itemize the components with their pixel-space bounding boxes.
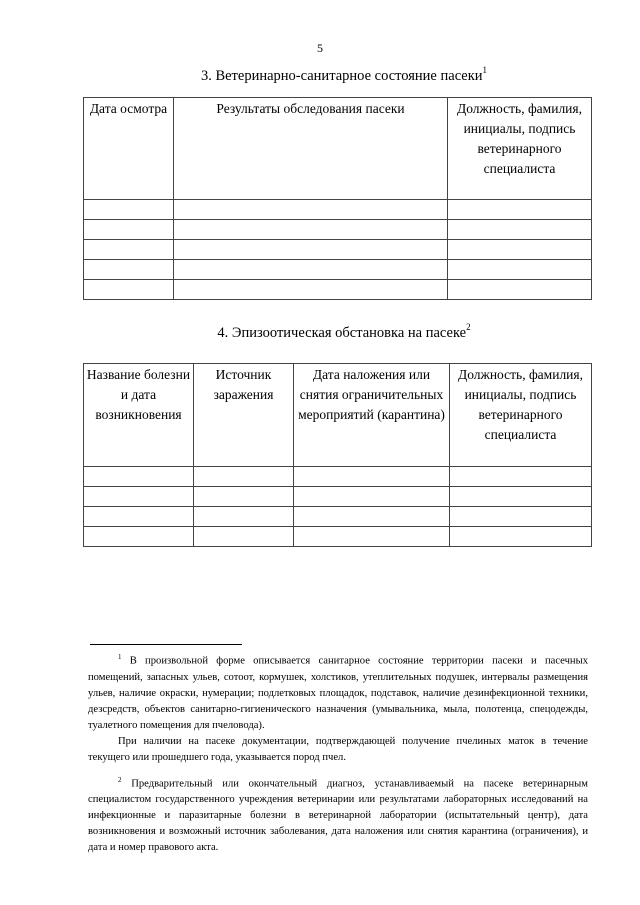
table-cell[interactable]: [84, 280, 174, 300]
table-cell[interactable]: [194, 487, 294, 507]
table-cell[interactable]: [84, 487, 194, 507]
table-cell[interactable]: [450, 507, 592, 527]
table-cell[interactable]: [84, 507, 194, 527]
footnote-divider: [90, 644, 242, 645]
table-cell[interactable]: [174, 200, 448, 220]
table-cell[interactable]: [174, 280, 448, 300]
table-cell[interactable]: [84, 220, 174, 240]
table-row: [84, 240, 592, 260]
page-number: 5: [317, 41, 323, 55]
footnote-1: [88, 649, 588, 734]
section-4-title: [24, 323, 640, 342]
table-cell[interactable]: [448, 200, 592, 220]
table-row: [84, 487, 592, 507]
section-4-title-text: 4. Эпизоотическая обстановка на пасеке: [217, 324, 467, 341]
column-header: Должность, фамилия, инициалы, подпись ветеринарного специалиста: [448, 98, 592, 200]
table-cell[interactable]: [194, 527, 294, 547]
table-cell[interactable]: [448, 220, 592, 240]
footnote-1-continuation: При наличии на пасеке документации, подтверждающей получение пчелиных маток в течение текущего или прошедшего года, указывается пород пчел.: [88, 735, 588, 763]
table-cell[interactable]: [174, 260, 448, 280]
table-cell[interactable]: [294, 467, 450, 487]
table-cell[interactable]: [450, 527, 592, 547]
footnote-1-mark: 1: [118, 653, 122, 661]
table-row: [84, 220, 592, 240]
table-cell[interactable]: [450, 487, 592, 507]
table-row: [84, 200, 592, 220]
table-header-row: [84, 364, 592, 467]
column-header: Дата наложения или снятия ограничительных мероприятий (карантина): [294, 364, 450, 467]
table-cell[interactable]: [194, 467, 294, 487]
column-header: Название болезни и дата возникновения: [84, 364, 194, 467]
epizootic-situation-table: [83, 363, 592, 547]
table-row: [84, 467, 592, 487]
sanitary-state-table: [83, 97, 592, 300]
column-header: Источник заражения: [194, 364, 294, 467]
table-header-row: [84, 98, 592, 200]
footnote-2-mark: 2: [118, 775, 122, 784]
table-cell[interactable]: [294, 487, 450, 507]
table-cell[interactable]: [84, 200, 174, 220]
table-cell[interactable]: [84, 260, 174, 280]
column-header: Результаты обследования пасеки: [174, 98, 448, 200]
footnote-2-text: Предварительный или окончательный диагноз, устанавливаемый на пасеке ветеринарным специалистом государственного учреждения ветеринарии или результатами лабораторных исследований на инфекционные и паразитарные болезни в ветеринарной лаборатории (испытательный центр), дата возникновения и возможный источник заболевания, дата наложения или снятия карантина (ограничения), и дата и номер правового акта.: [88, 778, 588, 854]
table-cell[interactable]: [174, 220, 448, 240]
table-cell[interactable]: [194, 507, 294, 527]
section-3-title: [24, 66, 640, 85]
table-row: [84, 527, 592, 547]
table-cell[interactable]: [448, 240, 592, 260]
footnote-1-text: В произвольной форме описывается санитарное состояние территории пасеки и пасечных помещений, запасных ульев, сотоот, кормушек, холстиков, утеплительных подушек, интервалы размещения ульев, наличие окраски, нумерации; подлетковых площадок, подставок, наличие дезинфекционной техники, дезсредств, объектов санитарно-гигиенического назначения (умывальника, мыла, полотенца, спецодежды, туалетного помещения для пчеловода).: [88, 655, 589, 731]
table-cell[interactable]: [294, 527, 450, 547]
table-row: [84, 260, 592, 280]
table-cell[interactable]: [84, 467, 194, 487]
section-3-title-text: 3. Ветеринарно-санитарное состояние пасеки: [200, 67, 483, 84]
table-cell[interactable]: [450, 467, 592, 487]
table-cell[interactable]: [448, 260, 592, 280]
table-row: [84, 507, 592, 527]
table-cell[interactable]: [84, 527, 194, 547]
column-header: Дата осмотра: [84, 98, 174, 200]
column-header: Должность, фамилия, инициалы, подпись ветеринарного специалиста: [450, 364, 592, 467]
footnote-ref-1: 1: [482, 65, 488, 75]
table-cell[interactable]: [294, 507, 450, 527]
footnotes: [88, 649, 588, 856]
table-cell[interactable]: [448, 280, 592, 300]
table-cell[interactable]: [174, 240, 448, 260]
footnote-ref-2: 2: [466, 322, 471, 332]
table-row: [84, 280, 592, 300]
table-cell[interactable]: [84, 240, 174, 260]
footnote-2: [88, 772, 588, 857]
